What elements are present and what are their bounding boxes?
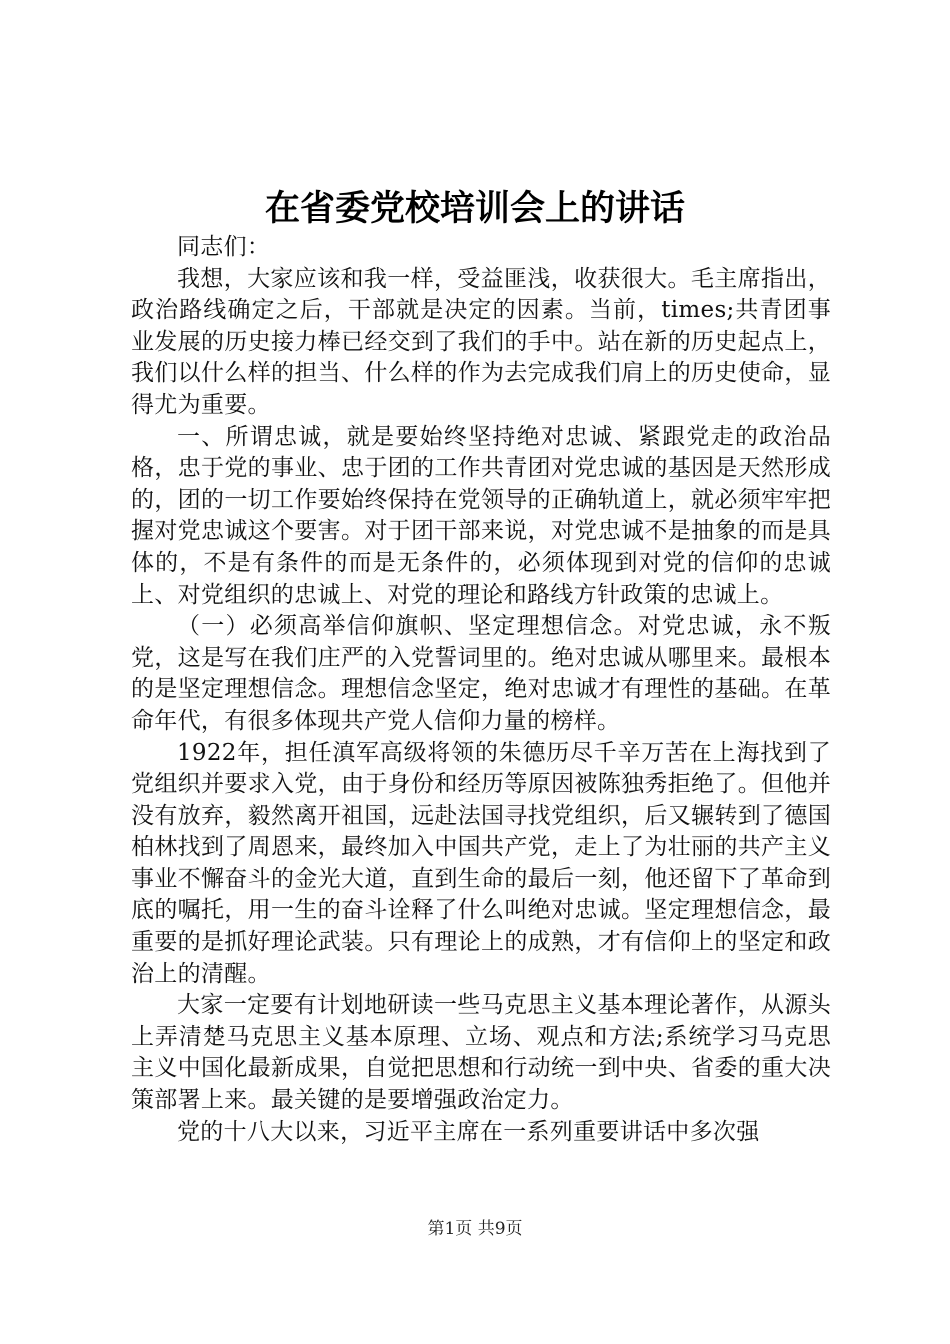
paragraph-3: （一）必须高举信仰旗帜、坚定理想信念。对党忠诚，永不叛党，这是写在我们庄严的入党誓词里的。绝对忠诚从哪里来。最根本的是坚定理想信念。理想信念坚定，绝对忠诚才有理性的基础。在革命年代，有很多体现共产党人信仰力量的榜样。 (131, 613, 831, 734)
salutation: 同志们： (177, 234, 271, 260)
paragraph-6: 党的十八大以来，习近平主席在一系列重要讲话中多次强 (177, 1118, 760, 1145)
paragraph-5: 大家一定要有计划地研读一些马克思主义基本理论著作，从源头上弄清楚马克思主义基本原理、立场、观点和方法;系统学习马克思主义中国化最新成果，自觉把思想和行动统一到中央、省委的重大决策部署上来。最关键的是要增强政治定力。 (131, 992, 831, 1114)
document-body (131, 232, 831, 1148)
page-footer: 第1页 共9页 (427, 1219, 523, 1239)
document-title: 在省委党校培训会上的讲话 (264, 188, 685, 229)
paragraph-2: 一、所谓忠诚，就是要始终坚持绝对忠诚、紧跟党走的政治品格，忠于党的事业、忠于团的工作共青团对党忠诚的基因是天然形成的，团的一切工作要始终保持在党领导的正确轨道上，就必须牢牢把握对党忠诚这个要害。对于团干部来说，对党忠诚不是抽象的而是具体的，不是有条件的而是无条件的，必须体现到对党的信仰的忠诚上、对党组织的忠诚上、对党的理论和路线方针政策的忠诚上。 (131, 423, 831, 608)
paragraph-1: 我想，大家应该和我一样，受益匪浅，收获很大。毛主席指出，政治路线确定之后，干部就是决定的因素。当前，times;共青团事业发展的历史接力棒已经交到了我们的手中。站在新的历史起点上，我们以什么样的担当、什么样的作为去完成我们肩上的历史使命，显得尤为重要。 (131, 265, 831, 418)
paragraph-4: 1922年，担任滇军高级将领的朱德历尽千辛万苦在上海找到了党组织并要求入党，由于身份和经历等原因被陈独秀拒绝了。但他并没有放弃，毅然离开祖国，远赴法国寻找党组织，后又辗转到了德国柏林找到了周恩来，最终加入中国共产党，走上了为壮丽的共产主义事业不懈奋斗的金光大道，直到生命的最后一刻，他还留下了革命到底的嘱托，用一生的奋斗诠释了什么叫绝对忠诚。坚定理想信念，最重要的是抓好理论武装。只有理论上的成熟，才有信仰上的坚定和政治上的清醒。 (131, 739, 831, 987)
